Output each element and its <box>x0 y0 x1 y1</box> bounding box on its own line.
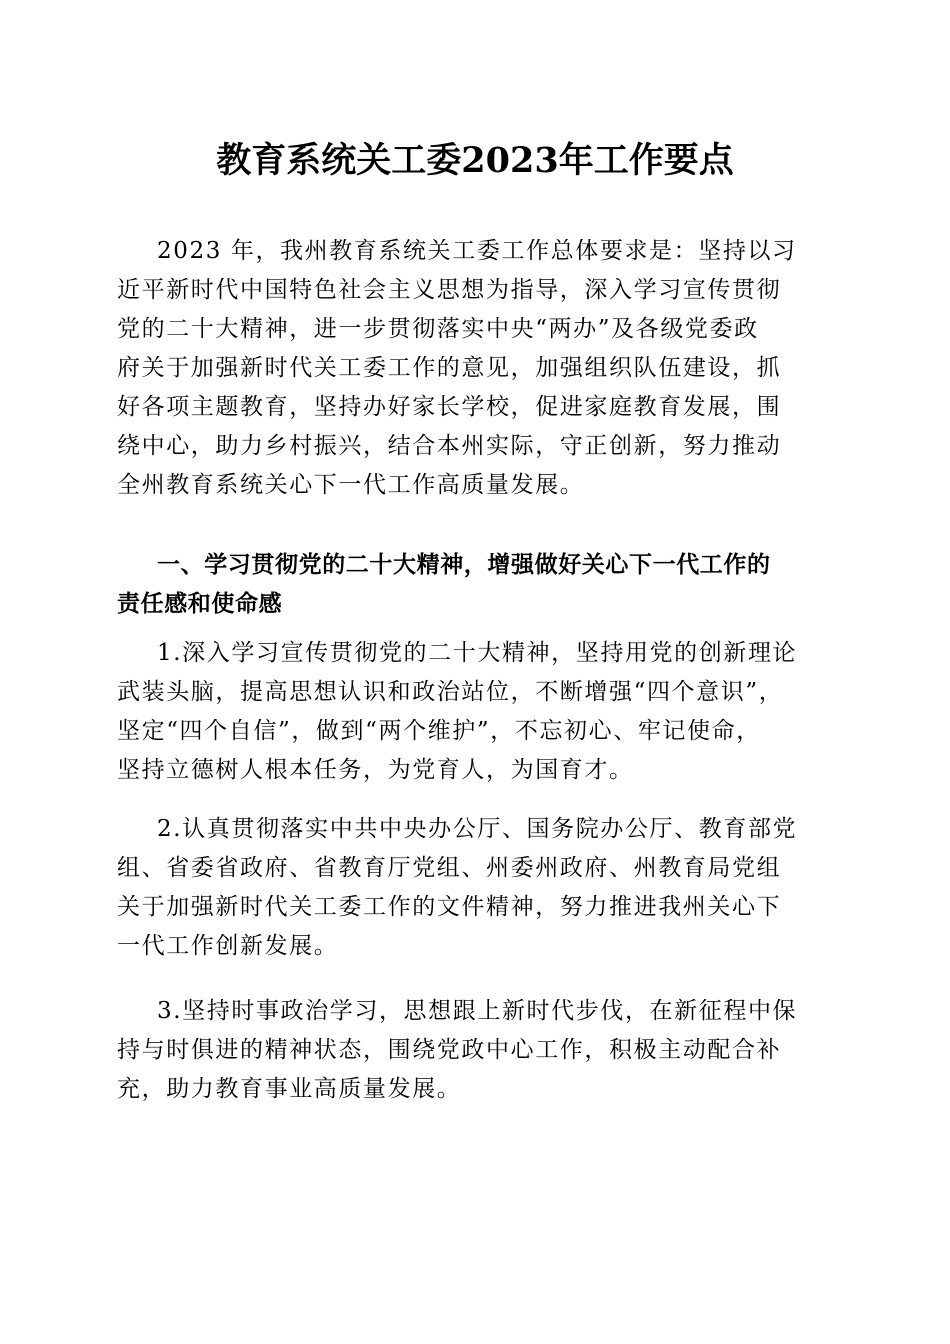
item-line: 持与时俱进的精神状态，围绕党政中心工作，积极主动配合补 <box>117 1037 782 1063</box>
item-2-paragraph <box>117 810 835 966</box>
item-line: 1.深入学习宣传贯彻党的二十大精神，坚持用党的创新理论 <box>157 640 798 666</box>
item-line: 2.认真贯彻落实中共中央办公厅、国务院办公厅、教育部党 <box>157 816 798 842</box>
item-line: 一代工作创新发展。 <box>117 933 339 959</box>
item-line: 组、省委省政府、省教育厅党组、州委州政府、州教育局党组 <box>117 855 782 881</box>
intro-line: 绕中心，助力乡村振兴，结合本州实际，守正创新，努力推动 <box>117 433 782 459</box>
item-line: 充，助力教育事业高质量发展。 <box>117 1076 462 1102</box>
item-line: 坚定“四个自信”，做到“两个维护”，不忘初心、牢记使命， <box>117 718 761 744</box>
item-3-paragraph <box>117 992 835 1109</box>
section-1-heading <box>117 546 835 624</box>
item-line: 坚持立德树人根本任务，为党育人，为国育才。 <box>117 757 634 783</box>
item-line: 武装头脑，提高思想认识和政治站位，不断增强“四个意识”， <box>117 679 784 705</box>
intro-line: 近平新时代中国特色社会主义思想为指导，深入学习宣传贯彻 <box>117 277 782 303</box>
section-heading-line: 责任感和使命感 <box>117 591 283 617</box>
intro-line: 好各项主题教育，坚持办好家长学校，促进家庭教育发展，围 <box>117 394 782 420</box>
section-heading-line: 一、学习贯彻党的二十大精神，增强做好关心下一代工作的 <box>157 552 771 578</box>
intro-line: 党的二十大精神，进一步贯彻落实中央“两办”及各级党委政 <box>117 316 759 342</box>
item-line: 关于加强新时代关工委工作的文件精神，努力推进我州关心下 <box>117 894 782 920</box>
item-line: 3.坚持时事政治学习，思想跟上新时代步伐，在新征程中保 <box>157 998 798 1024</box>
item-1-paragraph <box>117 634 835 790</box>
document-title: 教育系统关工委2023年工作要点 <box>216 140 734 181</box>
intro-line: 全州教育系统关心下一代工作高质量发展。 <box>117 472 585 498</box>
intro-paragraph <box>117 232 835 505</box>
intro-line: 府关于加强新时代关工委工作的意见，加强组织队伍建设，抓 <box>117 355 782 381</box>
intro-line: 2023 年，我州教育系统关工委工作总体要求是：坚持以习 <box>157 238 797 264</box>
